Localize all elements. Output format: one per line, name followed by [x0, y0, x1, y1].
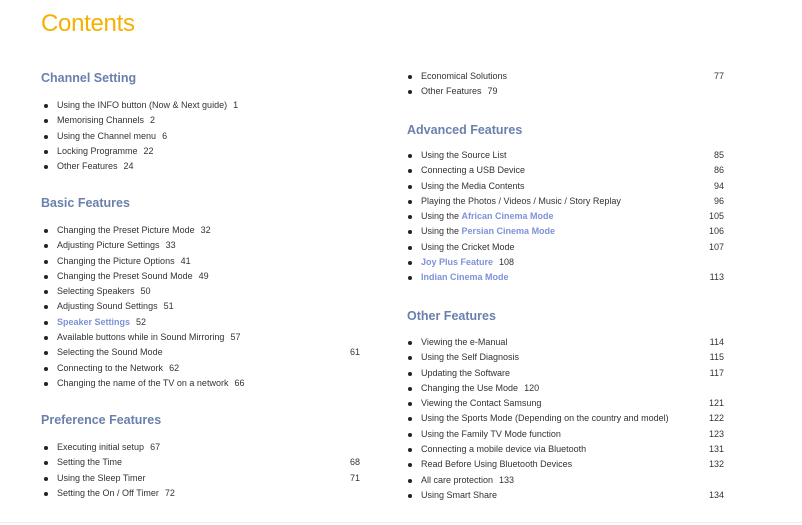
toc-entry-text: Available buttons while in Sound Mirroring: [57, 332, 225, 343]
toc-entry-label: [421, 179, 525, 194]
toc-entry-page-number: 121: [708, 398, 724, 409]
toc-entry-page-number: 134: [708, 489, 724, 500]
bullet-icon: [408, 402, 412, 406]
toc-entry-text: Setting the On / Off Timer: [57, 487, 159, 498]
bullet-icon: [408, 90, 412, 94]
toc-entry-page-number: 72: [164, 487, 175, 498]
toc-entry-text: Changing the Preset Sound Mode: [57, 270, 193, 281]
bullet-icon: [44, 244, 48, 248]
toc-entry-label: [57, 144, 154, 159]
bullet-icon: [408, 215, 412, 219]
toc-entry-text: Selecting Speakers: [57, 286, 135, 297]
toc-entry-label: [421, 335, 507, 350]
toc-entry-text: Using the Sleep Timer: [57, 472, 146, 483]
bullet-icon: [44, 305, 48, 309]
toc-entry-text: Using the Cricket Mode: [421, 241, 515, 252]
toc-entry-page-number: 57: [230, 332, 241, 343]
bullet-icon: [408, 448, 412, 452]
bullet-icon: [408, 479, 412, 483]
toc-entry-text: Economical Solutions: [421, 71, 508, 81]
bullet-icon: [408, 261, 412, 265]
toc-entry-page-number: 61: [349, 347, 360, 358]
bullet-icon: [408, 372, 412, 376]
toc-entry-text: Connecting to the Network: [57, 362, 164, 373]
bullet-icon: [408, 169, 412, 173]
toc-entry-highlight-link[interactable]: Indian Cinema Mode: [421, 272, 509, 283]
toc-entry-text: Selecting the Sound Mode: [57, 347, 163, 358]
bullet-icon: [44, 104, 48, 108]
toc-entry-label: [421, 148, 507, 163]
toc-entry-page-number: 107: [708, 241, 724, 252]
toc-entry-page-number: 131: [708, 444, 724, 455]
bullet-icon: [408, 463, 412, 467]
toc-entry-text: Setting the Time: [57, 457, 123, 468]
toc-entry-highlight-link[interactable]: Speaker Settings: [57, 316, 131, 327]
toc-entry-text: Adjusting Picture Settings: [57, 240, 160, 251]
bullet-icon: [44, 367, 48, 371]
bullet-icon: [44, 150, 48, 154]
toc-entry-text: Memorising Channels: [57, 115, 145, 126]
toc-entry-page-number: 22: [143, 145, 154, 156]
bullet-icon: [44, 321, 48, 325]
bullet-icon: [44, 260, 48, 264]
toc-entry-text: Connecting a USB Device: [421, 165, 526, 176]
toc-entry-text: Viewing the Contact Samsung: [421, 398, 542, 409]
toc-entry-page-number: 86: [713, 165, 724, 176]
section-heading-preference-features[interactable]: Preference Features: [41, 413, 162, 427]
bullet-icon: [408, 154, 412, 158]
toc-entry-label: [57, 113, 155, 128]
toc-entry-text: Read Before Using Bluetooth Devices: [421, 459, 573, 470]
bullet-icon: [408, 75, 412, 79]
toc-entry-text: Using the: [421, 211, 462, 222]
page-title: Contents: [41, 10, 135, 37]
toc-entry-page-number: 62: [169, 362, 180, 373]
toc-entry-highlight-link[interactable]: African Cinema Mode: [461, 211, 554, 222]
bullet-icon: [408, 417, 412, 421]
toc-entry-text: Using the Source List: [421, 150, 507, 160]
bullet-icon: [44, 492, 48, 496]
toc-entry-label: [57, 455, 122, 470]
toc-entry-page-number: 68: [349, 457, 360, 468]
toc-entry-label: [57, 315, 146, 330]
bullet-icon: [408, 185, 412, 189]
toc-entry-highlight-link[interactable]: Joy Plus Feature: [421, 257, 494, 268]
toc-entry-text: All care protection: [421, 474, 494, 485]
toc-entry-page-number: 133: [499, 474, 515, 485]
toc-entry-label: [57, 345, 163, 360]
toc-entry-page-number: 52: [136, 316, 147, 327]
bullet-icon: [408, 230, 412, 234]
toc-entry-text: Playing the Photos / Videos / Music / Story Replay: [421, 195, 621, 206]
toc-entry-page-number: 113: [709, 272, 724, 283]
toc-entry-label: [421, 209, 554, 224]
toc-entry-label: [421, 488, 497, 503]
bullet-icon: [44, 382, 48, 386]
bullet-icon: [408, 387, 412, 391]
toc-entry-text: Using the: [421, 226, 462, 237]
section-heading-basic-features[interactable]: Basic Features: [41, 196, 130, 210]
toc-entry-text: Connecting a mobile device via Bluetooth: [421, 444, 587, 455]
toc-entry-page-number: 96: [713, 195, 724, 206]
toc-entry-page-number: 32: [200, 225, 211, 235]
bullet-icon: [44, 461, 48, 465]
toc-entry-label: [57, 361, 179, 376]
toc-entry-text: Locking Programme: [57, 145, 138, 156]
toc-entry-page-number: 105: [708, 211, 724, 222]
toc-entry-page-number: 1: [233, 100, 239, 110]
toc-entry-label: [57, 471, 146, 486]
toc-entry-text: Other Features: [57, 161, 118, 172]
toc-entry-label: [57, 486, 175, 501]
toc-entry-label: [57, 254, 191, 269]
page-bottom-divider: [0, 522, 802, 523]
toc-entry-text: Using the Channel menu: [57, 130, 157, 141]
toc-entry-page-number: 66: [234, 377, 245, 388]
toc-entry-label: [421, 194, 621, 209]
bullet-icon: [408, 433, 412, 437]
toc-entry-label: [421, 396, 541, 411]
section-heading-advanced-features[interactable]: Advanced Features: [407, 123, 523, 137]
toc-entry-label: [421, 240, 515, 255]
toc-entry-label: [57, 376, 244, 391]
toc-entry-label: [421, 224, 555, 239]
toc-entry-label: [57, 284, 151, 299]
bullet-icon: [44, 119, 48, 123]
toc-entry-page-number: 106: [708, 226, 724, 237]
toc-entry-label: [421, 270, 509, 285]
bullet-icon: [44, 229, 48, 233]
toc-entry-page-number: 123: [708, 428, 724, 439]
toc-entry-label: [421, 442, 586, 457]
toc-entry-text: Other Features: [421, 86, 482, 97]
toc-entry-page-number: 67: [150, 442, 161, 452]
bullet-icon: [408, 341, 412, 345]
toc-entry-label: [57, 299, 174, 314]
toc-entry-page-number: 41: [180, 255, 191, 266]
toc-entry-label: [57, 223, 211, 238]
toc-entry-page-number: 85: [713, 150, 724, 160]
toc-entry-text: Using the Sports Mode (Depending on the country and model): [421, 413, 669, 424]
bullet-icon: [44, 336, 48, 340]
toc-entry-label: [421, 69, 507, 84]
section-heading-channel-setting[interactable]: Channel Setting: [41, 71, 137, 85]
toc-entry-text: Viewing the e-Manual: [421, 337, 508, 347]
toc-entry-highlight-link[interactable]: Persian Cinema Mode: [461, 226, 556, 237]
toc-entry-label: [421, 366, 510, 381]
toc-entry-page-number: 117: [709, 367, 724, 378]
bullet-icon: [408, 494, 412, 498]
toc-entry-page-number: 132: [708, 459, 724, 470]
toc-entry-page-number: 49: [198, 270, 209, 281]
bullet-icon: [44, 477, 48, 481]
toc-entry-text: Updating the Software: [421, 367, 511, 378]
toc-entry-page-number: 50: [140, 286, 151, 297]
toc-entry-label: [57, 330, 240, 345]
toc-entry-page-number: 94: [713, 180, 724, 191]
toc-entry-text: Changing the Use Mode: [421, 382, 519, 393]
toc-entry-page-number: 114: [709, 337, 724, 347]
toc-entry-page-number: 24: [123, 161, 134, 172]
bullet-icon: [408, 356, 412, 360]
toc-entry-text: Using the Self Diagnosis: [421, 352, 520, 363]
toc-entry-text: Adjusting Sound Settings: [57, 301, 158, 312]
bullet-icon: [408, 246, 412, 250]
toc-entry-label: [421, 473, 514, 488]
toc-entry-label: [57, 269, 209, 284]
toc-entry-label: [421, 163, 525, 178]
toc-entry-label: [421, 427, 561, 442]
toc-entry-label: [57, 159, 134, 174]
toc-entry-page-number: 51: [163, 301, 174, 312]
toc-entry-text: Using the Family TV Mode function: [421, 428, 561, 439]
toc-entry-text: Using Smart Share: [421, 489, 498, 500]
toc-entry-label: [57, 129, 167, 144]
toc-entry-label: [421, 255, 514, 270]
bullet-icon: [44, 165, 48, 169]
toc-entry-page-number: 71: [349, 472, 360, 483]
toc-entry-label: [421, 350, 519, 365]
toc-entry-text: Changing the name of the TV on a network: [57, 377, 229, 388]
toc-entry-page-number: 120: [524, 382, 540, 393]
bullet-icon: [44, 290, 48, 294]
toc-entry-page-number: 2: [150, 115, 156, 126]
toc-entry-text: Changing the Picture Options: [57, 255, 175, 266]
bullet-icon: [44, 275, 48, 279]
bullet-icon: [44, 446, 48, 450]
toc-entry-label: [421, 411, 669, 426]
toc-entry-label: [57, 440, 160, 455]
section-heading-other-features[interactable]: Other Features: [407, 309, 496, 323]
toc-entry-page-number: 79: [487, 86, 498, 97]
toc-entry-page-number: 108: [499, 257, 515, 268]
toc-entry-page-number: 77: [713, 71, 724, 81]
toc-entry-label: [421, 381, 539, 396]
toc-entry-text: Changing the Preset Picture Mode: [57, 225, 195, 235]
toc-entry-page-number: 6: [162, 130, 168, 141]
toc-entry-label: [57, 98, 238, 113]
bullet-icon: [408, 200, 412, 204]
toc-entry-text: Using the INFO button (Now & Next guide): [57, 100, 228, 110]
toc-entry-page-number: 115: [709, 352, 724, 363]
toc-entry-label: [421, 84, 498, 99]
toc-entry-label: [421, 457, 572, 472]
toc-entry-page-number: 122: [708, 413, 724, 424]
bullet-icon: [44, 351, 48, 355]
bullet-icon: [44, 135, 48, 139]
bullet-icon: [408, 276, 412, 280]
toc-entry-text: Executing initial setup: [57, 442, 145, 452]
toc-entry-label: [57, 238, 176, 253]
toc-entry-page-number: 33: [165, 240, 176, 251]
toc-entry-text: Using the Media Contents: [421, 180, 525, 191]
